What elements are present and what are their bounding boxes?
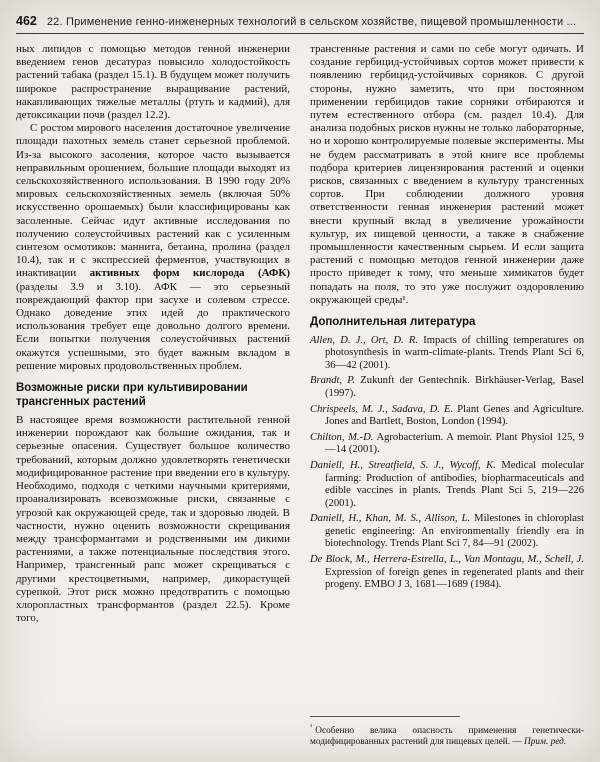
footnote-attribution: Прим. ред. <box>524 737 567 747</box>
paragraph-text: С ростом мирового населения достаточное увеличение площади пахотных земель станет серьезной проблемой. Из-за высокого засоления, которое часто вызывается неправильным орошением, большие площади выходят из сельскохозяйственного использования. В 1990 году 20% мировых сельскохозяйственных земель (включая 50% искусственно орошаемых) были классифицированы как засоленные. Сейчас идут активные исследования по получению солеустойчивых растений как с усиленным синтезом осмотиков: маннита, бетаина, пролина (раздел 10.4), так и с экспрессией ферментов, участвующих в инактивации <box>16 122 290 280</box>
paragraph-continuation: ных липидов с помощью методов генной инженерии введением генов десатураз повысило холодостойкость растений табака (раздел 15.1). В будущем может получить широкое распространение выращивание растений, накапливающих тяжелые металлы (ртуть и кадмий), для детоксикации почв (раздел 12.2). <box>16 43 290 122</box>
ref-authors: Allen, D. J., Ort, D. R. <box>310 334 419 346</box>
ref-text: Milestones in chloroplast genetic engineering: An environmentally friendly era in biotechnology. Trends Plant Sci 7, 84—91 (2002). <box>325 513 584 550</box>
ref-authors: Chilton, M.-D. <box>310 431 374 443</box>
ref-authors: Daniell, H., Streatfield, S. J., Wycoff, K. <box>310 459 496 471</box>
reference-item <box>310 432 584 457</box>
chapter-title: 22. Применение генно-инженерных технологий в сельском хозяйстве, пищевой промышленности ... <box>46 16 577 28</box>
ref-text: Medical molecular farming: Production of antibodies, biopharmaceuticals and edible vaccines in plants. Trends Plant Sci 5, 219—226 (2001). <box>325 459 584 509</box>
section-heading: Возможные риски при культивировании трансгенных растений <box>16 382 248 408</box>
ref-authors: Daniell, H., Khan, M. S., Allison, L. <box>310 513 471 525</box>
footnote-paragraph <box>310 721 584 748</box>
bold-term: активных форм кислорода (АФК) <box>89 267 290 280</box>
footnote-marker: ¹ <box>310 721 313 731</box>
reference-item <box>310 513 584 551</box>
ref-text: Agrobacterium. A memoir. Plant Physiol 125, 9—14 (2001). <box>325 431 584 456</box>
page-header <box>16 12 584 34</box>
reference-item <box>310 375 584 400</box>
ref-authors: Chrispeels, M. J., Sadava, D. E. <box>310 403 454 415</box>
paragraph: В настоящее время возможности растительной генной инженерии порождают как большие ожидания, так и серьезные опасения. Существует большое количество требований, которым должно удовлетворять генетически модифицированное растение при введении его в культуру. Необходимо, подходя с четкими научными критериями, проанализировать всевозможные риски, связанные с угрозой как окружающей среде, так и здоровью людей. В частности, нужно оценить возможности скрещивания между трансформантами и родственными им дикими растениями, а также потенциальные последствия этого. Например, трансгенный рапс может скрещиваться с другими крестоцветными, например, дикорастущей сурепкой. Этот риск можно предотвратить с помощью хлоропластных трансформантов (раздел 22.5). Кроме того, <box>16 414 290 625</box>
ref-text: Expression of foreign genes in regenerated plants and their progeny. EMBO J 3, 1681—1689 (1984). <box>325 566 584 591</box>
paragraph-text: (разделы 3.9 и 3.10). АФК — это серьезный повреждающий фактор при засухе и солевом стрессе. Однако доведение этих идей до практического использования требует еще довольно долгого времени. Если попытки получения солеустойчивых растений окажутся успешными, это будет важным вкладом в решение мировых продовольственных проблем. <box>16 280 290 372</box>
reference-item <box>310 335 584 373</box>
reference-item <box>310 554 584 592</box>
reference-item <box>310 460 584 510</box>
footnote-rule <box>310 716 460 717</box>
literature-heading: Дополнительная литература <box>310 316 476 329</box>
reference-item <box>310 404 584 429</box>
ref-text: Zukunft der Gentechnik. Birkhäuser-Verlag, Basel (1997). <box>325 375 584 399</box>
reference-list <box>310 335 584 595</box>
footnote-text: Особенно велика опасность применения генетически-модифицированных растений для пищевых целей. — <box>310 726 584 747</box>
page-number: 462 <box>16 14 37 28</box>
text-columns <box>16 43 584 748</box>
ref-authors: Brandt, P. <box>310 375 356 387</box>
footnote <box>310 710 584 748</box>
left-column <box>16 43 290 748</box>
right-column <box>310 43 584 748</box>
ref-text: Plant Genes and Agriculture. Jones and Bartlett, Boston, London (1994). <box>325 403 585 428</box>
ref-text: Impacts of chilling temperatures on photosynthesis in warm-climate-plants. Trends Plant Sci 6, 36—42 (2001). <box>325 334 584 371</box>
paragraph-continuation: трансгенные растения и сами по себе могут одичать. И создание гербицид-устойчивых сортов может привести к появлению гербицид-устойчивых сорняков. С другой стороны, нужно заметить, что при постоянном применении гербицидов такие сорняки отбираются и путем естественного отбора (см. раздел 10.4). Для анализа подобных рисков нужны не только лабораторные, но и хорошо контролируемые полевые эксперименты. Мы не будем рассматривать в этой книге все проблемы подбора критериев лицензирования растений и оценки рисков, связанных с введением в культуру трансгенных сортов. При соблюдении должного уровня ответственности генная инженерия растений может внести крупный вклад в увеличение урожайности культур, их пищевой ценности, а также в снабжение промышленности качественным сырьем. И если защита растений с помощью методов генной инженерии даже просто приведет к тому, что меньше химикатов будет попадать на поля, то это уже послужит оздоровлению окружающей среды¹. <box>310 43 584 306</box>
paragraph <box>16 122 290 373</box>
ref-authors: De Block, M., Herrera-Estrella, L., Van Montagu, M., Schell, J. <box>310 554 584 566</box>
